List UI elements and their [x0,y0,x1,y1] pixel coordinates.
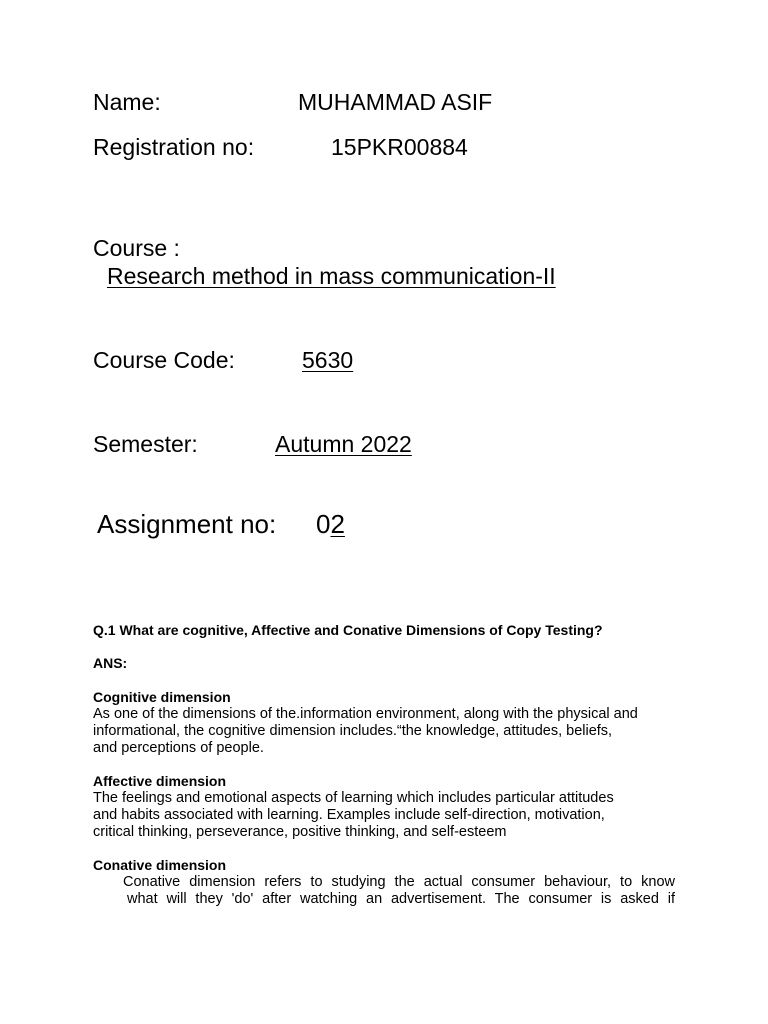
section-line: and habits associated with learning. Examples include self-direction, motivation, [93,807,605,823]
section-title-cognitive: Cognitive dimension [93,689,231,705]
name-value: MUHAMMAD ASIF [298,89,493,115]
section-body-affective [93,790,614,841]
section-line: what will they 'do' after watching an advertisement. The consumer is asked if [127,891,675,907]
course-value: Research method in mass communication-II [107,263,556,289]
assignment-value-digit: 2 [330,509,345,539]
section-body-conative [93,874,675,908]
registration-label: Registration no: [93,134,255,160]
section-line: critical thinking, perseverance, positive thinking, and self-esteem [93,824,507,840]
section-title-conative: Conative dimension [93,857,227,873]
section-line: The feelings and emotional aspects of learning which includes particular attitudes [93,790,614,806]
assignment-label: Assignment no: [97,509,277,539]
name-label: Name: [93,89,161,115]
course-label: Course : [93,235,180,261]
section-title-affective: Affective dimension [93,773,227,789]
registration-value: 15PKR00884 [331,134,468,160]
section-line: Conative dimension refers to studying the actual consumer behaviour, to know [123,874,675,890]
section-line: and perceptions of people. [93,740,264,756]
question-heading: Q.1 What are cognitive, Affective and Conative Dimensions of Copy Testing? [93,622,603,638]
semester-value: Autumn 2022 [275,431,412,457]
section-line: As one of the dimensions of the.information environment, along with the physical and [93,706,638,722]
semester-label: Semester: [93,431,198,457]
section-body-cognitive [93,706,638,757]
assignment-value [316,509,345,539]
assignment-value-prefix: 0 [316,509,331,539]
course-code-value: 5630 [302,347,354,373]
course-code-label: Course Code: [93,347,235,373]
section-line: informational, the cognitive dimension includes.“the knowledge, attitudes, beliefs, [93,723,613,739]
answer-label: ANS: [93,655,128,671]
